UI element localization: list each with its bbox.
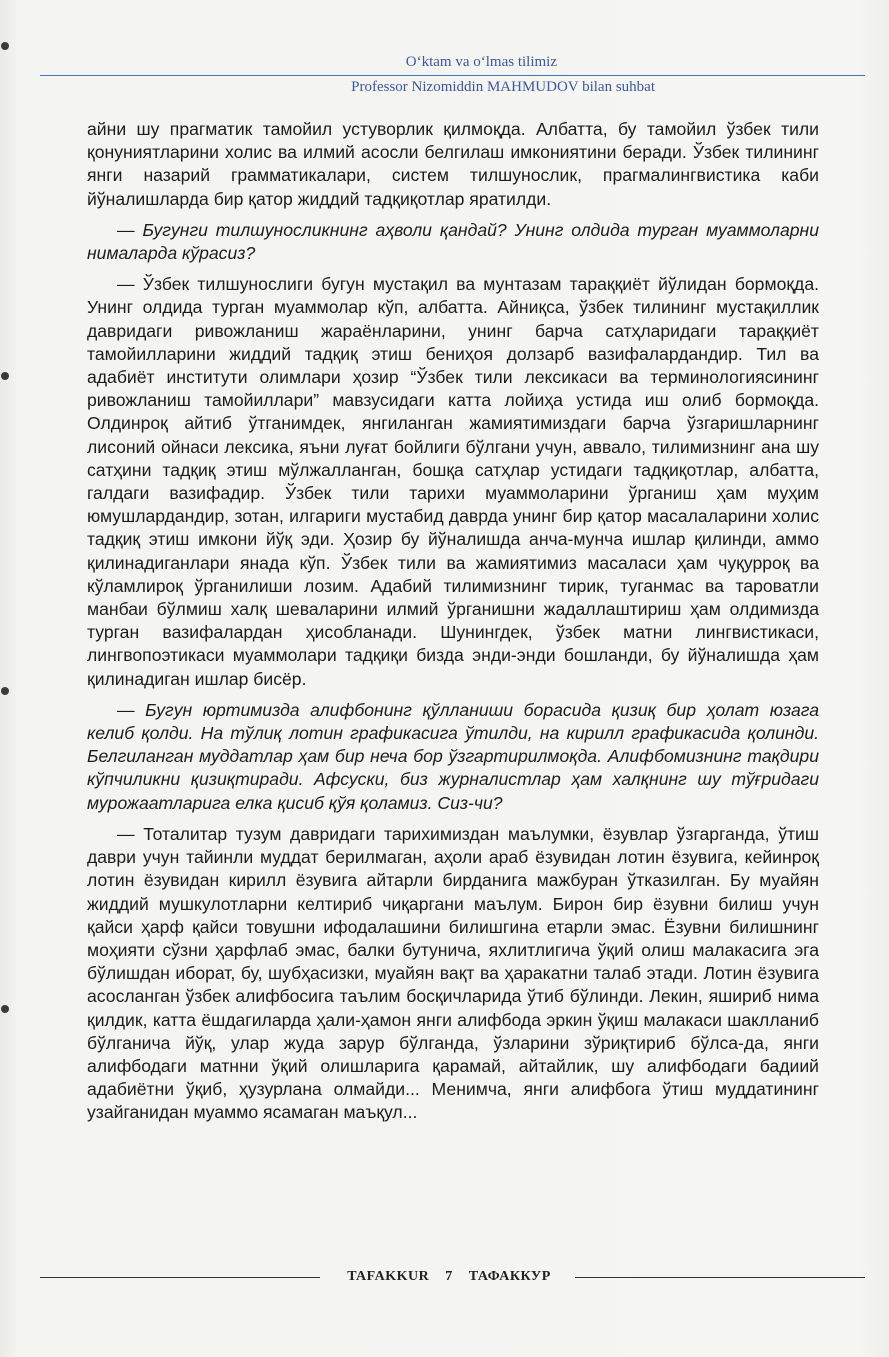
page-number: 7 — [445, 1269, 453, 1284]
header-subtitle: Professor Nizomiddin MAHMUDOV bilan suhbat — [351, 79, 655, 95]
header-rule — [40, 75, 865, 76]
footer-label — [329, 1269, 569, 1285]
punch-hole-mark — [1, 372, 9, 380]
header-title: O‘ktam va o‘lmas tilimiz — [405, 54, 557, 70]
footer-magazine-latin: TAFAKKUR — [347, 1269, 430, 1284]
interview-question: — Бугун юртимизда алифбонинг қўлланиши борасида қизиқ бир ҳолат юзага келиб қолди. На тўлиқ лотин графикасига ўтилди, на кирилл графикасида қолинди. Белгиланган муддатлар ҳам бир неча бор ўзгартирилмоқда. Алифбомизнинг тақдири кўпчиликни қизиқтиради. Афсуски, биз журналистлар ҳам халқнинг шу тўғридаги мурожаатларига елка қисиб қўя қоламиз. Сиз-чи? — [87, 699, 819, 813]
footer-rule-left — [40, 1277, 320, 1278]
footer-magazine-cyrillic: ТАФАККУР — [468, 1269, 551, 1284]
article-body — [87, 118, 819, 1133]
footer-rule-right — [575, 1277, 865, 1278]
punch-hole-mark — [1, 1005, 9, 1013]
punch-hole-mark — [1, 687, 9, 695]
interview-question: — Бугунги тилшуносликнинг аҳволи қандай? Унинг олдида турган муаммоларни нималарда кўрасиз? — [87, 219, 819, 264]
interview-answer: — Ўзбек тилшунослиги бугун мустақил ва мунтазам тараққиёт йўлидан бормоқда. Унинг олдида турган муаммолар кўп, албатта. Айниқса, ўзбек тилининг мустақиллик давридаги ривожланиш жараёнларини, унинг барча сатҳларидаги тараққиёт тамойилларини жиддий тадқиқ этиш бениҳоя долзарб вазифалардандир. Тил ва адабиёт институти олимлари ҳозир “Ўзбек тили лексикаси ва терминологиясининг ривожланиш тамойиллари” мавзусидаги катта лойиҳа устида иш олиб бормоқда. Олдинроқ айтиб ўтганимдек, янгиланган жамиятимиздаги барча ўзгаришларнинг лисоний ойнаси лексика, яъни луғат бойлиги бўлгани учун, аввало, тилимизнинг ана шу сатҳини тадқиқ этиш мўлжалланган, бошқа сатҳлар устидаги тадқиқотлар, албатта, галдаги вазифадир. Ўзбек тили тарихи муаммоларини ўрганиш ҳам муҳим юмушлардандир, зотан, илгариги мустабид даврда унинг бир қатор масалаларини холис тадқиқ этиш имкони йўқ эди. Ҳозир бу йўналишда анча-мунча ишлар қилинди, аммо қилинадиганлари янада кўп. Ўзбек тили ва жамиятимиз масаласи ҳам чуқурроқ ва кўламлироқ ўрганилиши лозим. Адабий тилимизнинг тирик, туганмас ва тароватли манбаи бўлмиш халқ шеваларини илмий ўрганишни жадаллаштириш ҳам олдимизда турган вазифалардан ҳисобланади. Шунингдек, ўзбек матни лингвистикаси, лингвопоэтикаси муаммолари тадқиқи бизда энди-энди бошланди, бу йўналишда ҳам қилинадиган ишлар бисёр. — [87, 274, 819, 689]
punch-hole-mark — [1, 42, 9, 50]
running-header — [40, 52, 865, 97]
paragraph-intro: айни шу прагматик тамойил устуворлик қилмоқда. Албатта, бу тамойил ўзбек тили қонуниятларини холис ва илмий асосли белгилаш имкониятини беради. Ўзбек тилининг янги назарий грамматикалари, систем тилшунослик, прагмалингвистика каби йўналишларда бир қатор жиддий тадқиқотлар яратилди. — [87, 119, 819, 209]
interview-answer: — Тоталитар тузум давридаги тарихимиздан маълумки, ёзувлар ўзгарганда, ўтиш даври учун тайинли муддат берилмаган, аҳоли араб ёзувидан лотин ёзувига, кейинроқ лотин ёзувидан кирилл ёзувига айтарли бирданига мажбуран ўтказилган. Бу муайян жиддий мушкулотларни келтириб чиқаргани маълум. Бирон бир ёзувни билиш учун қайси ҳарф қайси товушни ифодалашини билишгина етарли эмас. Ёзувни билишнинг моҳияти сўзни ҳарфлаб эмас, балки бутунича, яхлитлигича ўқий олиш малакасига эга бўлишдан иборат, бу, шубҳасизки, муайян вақт ва ҳаракатни талаб этади. Лотин ёзувига асосланган ўзбек алифбосига таълим босқичларида ўтиб бўлинди. Лекин, яшириб нима қилдик, катта ёшдагиларда ҳали-ҳамон янги алифбода эркин ўқиш малакаси шаклланиб бўлганича йўқ, улар жуда зарур бўлганда, ўзларини зўриқтириб бўлса-да, янги алифбодаги матнни ўқий олишларига қарамай, айтайлик, шу алифбодаги бадиий адабиётни ўқиб, ҳузурлана олмайди... Менимча, янги алифбога ўтиш муддатининг узайганидан муаммо ясамаган маъқул... — [87, 823, 819, 1123]
page-footer — [40, 1266, 865, 1290]
